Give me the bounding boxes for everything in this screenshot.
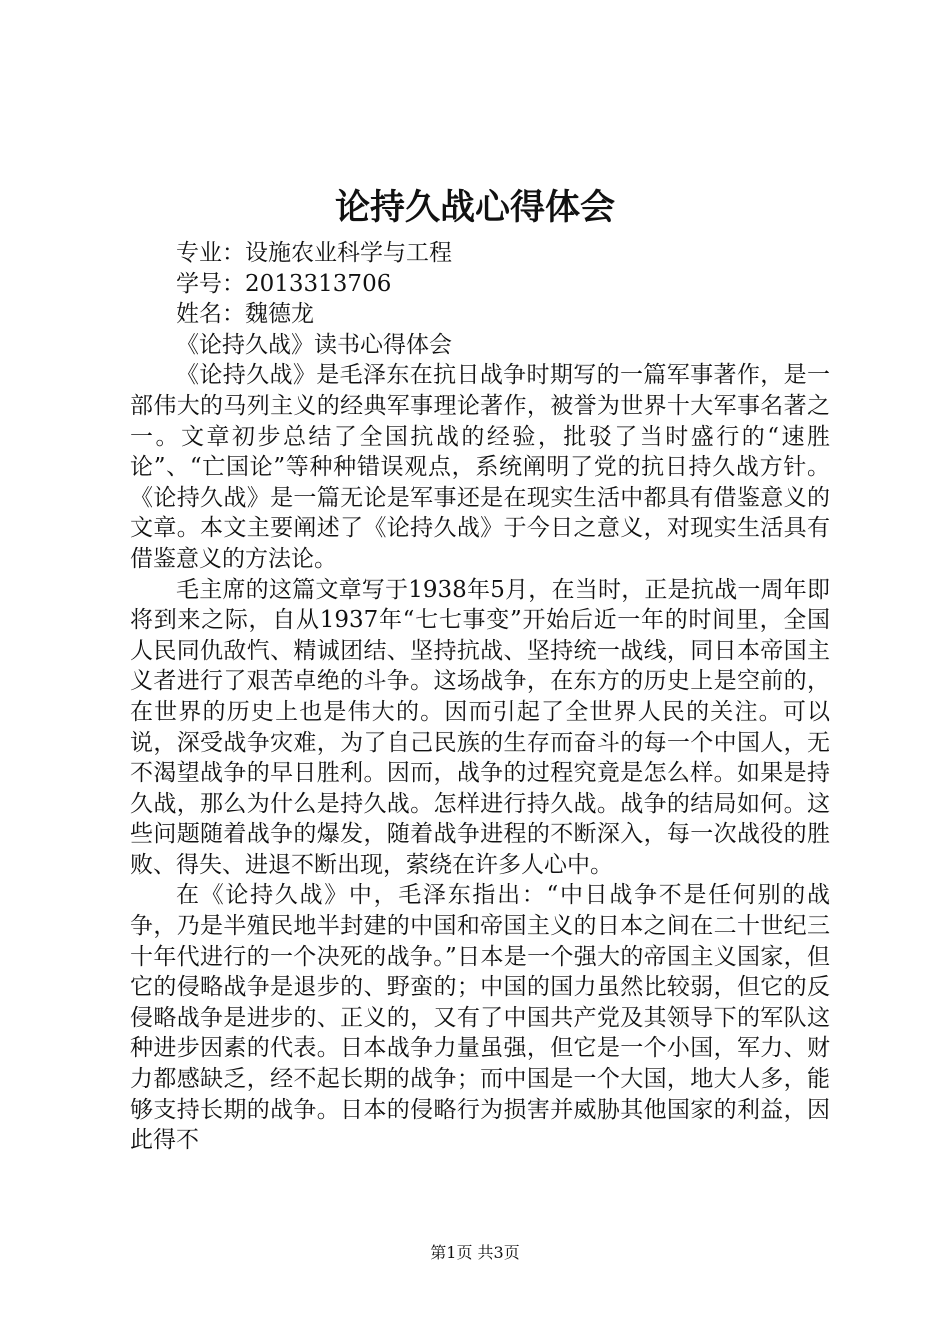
major-line: 专业：设施农业科学与工程	[176, 240, 452, 266]
paragraph-3: 在《论持久战》中，毛泽东指出：“中日战争不是任何别的战争，乃是半殖民地半封建的中国和帝国主义的日本之间在二十世纪三十年代进行的一个决死的战争。”日本是一个强大的帝国主义国家，但它的侵略战争是退步的、野蛮的；中国的国力虽然比较弱，但它的反侵略战争是进步的、正义的，又有了中国共产党及其领导下的军队这种进步因素的代表。日本战争力量虽强，但它是一个小国，军力、财力都感缺乏，经不起长期的战争；而中国是一个大国，地大人多，能够支持长期的战争。日本的侵略行为损害并威胁其他国家的利益，因此得不	[130, 882, 830, 1154]
paragraph-1: 《论持久战》是毛泽东在抗日战争时期写的一篇军事著作，是一部伟大的马列主义的经典军事理论著作，被誉为世界十大军事名著之一。文章初步总结了全国抗战的经验，批驳了当时盛行的“速胜论”、“亡国论”等种种错误观点，系统阐明了党的抗日持久战方针。《论持久战》是一篇无论是军事还是在现实生活中都具有借鉴意义的文章。本文主要阐述了《论持久战》于今日之意义，对现实生活具有借鉴意义的方法论。	[130, 362, 830, 572]
name-line: 姓名：魏德龙	[176, 301, 314, 328]
paragraph-2: 毛主席的这篇文章写于1938年5月，在当时，正是抗战一周年即将到来之际，自从1937年“七七事变”开始后近一年的时间里，全国人民同仇敌忾、精诚团结、坚持抗战、坚持统一战线，同日本帝国主义者进行了艰苦卓绝的斗争。这场战争，在东方的历史上是空前的，在世界的历史上也是伟大的。因而引起了全世界人民的关注。可以说，深受战争灾难，为了自己民族的生存而奋斗的每一个中国人，无不渴望战争的早日胜利。因而，战争的过程究竟是怎么样。如果是持久战，那么为什么是持久战。怎样进行持久战。战争的结局如何。这些问题随着战争的爆发，随着战争进程的不断深入，每一次战役的胜败、得失、进退不断出现，萦绕在许多人心中。	[130, 576, 830, 878]
student-id-line: 学号：2013313706	[176, 270, 392, 297]
essay-subtitle: 《论持久战》读书心得体会	[176, 331, 452, 358]
document-title: 论持久战心得体会	[334, 187, 615, 228]
page-footer: 第1页 共3页	[430, 1243, 520, 1262]
document-body	[130, 238, 830, 1156]
